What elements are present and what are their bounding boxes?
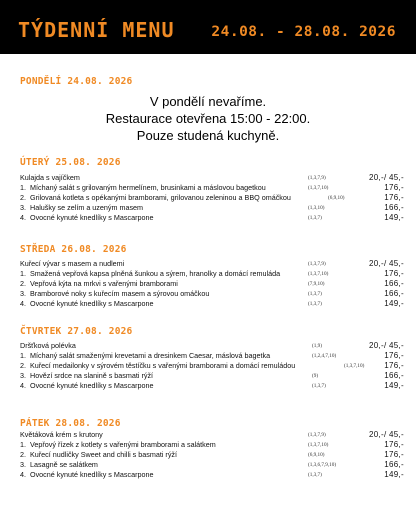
item-price: 176,- — [384, 193, 404, 202]
menu-item-row — [0, 213, 416, 223]
menu-item-row — [0, 289, 416, 299]
menu-item-row — [0, 193, 416, 203]
item-name: Míchaný salát smaženými krevetami a dresinkem Caesar, máslová bagetka — [30, 351, 271, 360]
allergens: (1,3,7) — [312, 383, 326, 389]
item-name: Vepřový řízek z kotlety s vařenými bramborami a salátkem — [30, 440, 216, 449]
item-number: 1. — [20, 269, 26, 278]
soup-row — [0, 430, 416, 440]
soup-row — [0, 341, 416, 351]
menu-item-row — [0, 381, 416, 391]
item-name: Ovocné kynuté knedlíky s Mascarpone — [30, 381, 154, 390]
allergens: (1,3,7) — [308, 472, 322, 478]
allergens: (9) — [312, 373, 319, 379]
item-price: 166,- — [384, 279, 404, 288]
allergens: (1,3,10) — [308, 205, 325, 211]
item-name: Smažená vepřová kapsa plněná šunkou a sýrem, hranolky a domácí remuláda — [30, 269, 281, 278]
menu-item-row — [0, 269, 416, 279]
soup-price: 20,-/ 45,- — [368, 173, 404, 182]
date-range: 24.08. - 28.08. 2026 — [211, 24, 396, 40]
item-price: 176,- — [384, 183, 404, 192]
item-price: 166,- — [384, 460, 404, 469]
item-name: Lasagně se salátkem — [30, 460, 98, 469]
item-name: Ovocné kynuté knedlíky s Mascarpone — [30, 213, 154, 222]
item-name: Kuřecí medailonky v sýrovém těstíčku s vařenými bramborami a domácí remuládou — [30, 361, 296, 370]
allergens: (1,2,4,7,10) — [312, 353, 337, 359]
item-number: 1. — [20, 440, 26, 449]
item-number: 1. — [20, 351, 26, 360]
menu-item-row — [0, 440, 416, 450]
allergens: (1,3,7,9) — [308, 175, 326, 181]
item-price: 176,- — [384, 269, 404, 278]
menu-header — [0, 0, 416, 54]
menu-item-row — [0, 351, 416, 361]
item-price: 176,- — [384, 351, 404, 360]
item-number: 3. — [20, 371, 26, 380]
item-number: 2. — [20, 279, 26, 288]
soup-price: 20,-/ 45,- — [368, 430, 404, 439]
item-number: 2. — [20, 450, 26, 459]
item-name: Hovězí srdce na slanině s basmati rýží — [30, 371, 154, 380]
allergens: (6,9,10) — [308, 452, 325, 458]
cold-kitchen-notice: Pouze studená kuchyně. — [136, 128, 280, 143]
item-name: Bramborové noky s kuřecím masem a sýrovou omáčkou — [30, 289, 210, 298]
item-price: 149,- — [384, 470, 404, 479]
allergens: (1,3,7) — [308, 291, 322, 297]
soup-row — [0, 259, 416, 269]
item-name: Grilovaná kotleta s opékanými bramborami, grilovanou zeleninou a BBQ omáčkou — [30, 193, 291, 202]
allergens: (1,3,7,9) — [308, 432, 326, 438]
menu-item-row — [0, 203, 416, 213]
item-price: 149,- — [384, 213, 404, 222]
item-number: 2. — [20, 193, 26, 202]
item-number: 4. — [20, 213, 26, 222]
allergens: (1,9) — [312, 343, 322, 349]
item-number: 3. — [20, 203, 26, 212]
allergens: (1,3,7,10) — [308, 271, 329, 277]
item-price: 149,- — [384, 299, 404, 308]
soup-price: 20,-/ 45,- — [368, 259, 404, 268]
item-price: 176,- — [384, 450, 404, 459]
item-price: 166,- — [384, 289, 404, 298]
item-name: Halušky se zelím a uzeným masem — [30, 203, 144, 212]
item-name: Ovocné kynuté knedlíky s Mascarpone — [30, 470, 154, 479]
menu-item-row — [0, 183, 416, 193]
allergens: (1,3,7) — [308, 215, 322, 221]
item-number: 4. — [20, 299, 26, 308]
item-number: 1. — [20, 183, 26, 192]
item-price: 149,- — [384, 381, 404, 390]
item-number: 3. — [20, 289, 26, 298]
item-name: Míchaný salát s grilovaným hermelínem, brusinkami a máslovou bagetkou — [30, 183, 266, 192]
soup-name: Kulajda s vajíčkem — [20, 173, 80, 182]
allergens: (1,3,7,10) — [344, 363, 365, 369]
menu-title: TÝDENNÍ MENU — [18, 18, 175, 42]
menu-item-row — [0, 450, 416, 460]
soup-row — [0, 173, 416, 183]
day-heading-monday: PONDĚLÍ 24.08. 2026 — [20, 76, 133, 87]
day-heading-tuesday: ÚTERÝ 25.08. 2026 — [20, 157, 121, 168]
allergens: (1,3,7,9) — [308, 261, 326, 267]
closed-notice-line: V pondělí nevaříme. — [149, 94, 267, 109]
item-name: Vepřová kýta na mrkvi s vařenými bramborami — [30, 279, 178, 288]
item-price: 166,- — [384, 203, 404, 212]
menu-item-row — [0, 460, 416, 470]
opening-hours-notice: Restaurace otevřena 15:00 - 22:00. — [105, 111, 311, 126]
allergens: (1,3,7,10) — [308, 442, 329, 448]
allergens: (1,3,7,10) — [308, 185, 329, 191]
item-number: 4. — [20, 381, 26, 390]
item-number: 2. — [20, 361, 26, 370]
item-price: 166,- — [384, 371, 404, 380]
item-price: 176,- — [384, 361, 404, 370]
soup-price: 20,-/ 45,- — [368, 341, 404, 350]
day-heading-wednesday: STŘEDA 26.08. 2026 — [20, 244, 127, 255]
item-name: Ovocné kynuté knedlíky s Mascarpone — [30, 299, 154, 308]
menu-item-row — [0, 361, 416, 371]
day-heading-friday: PÁTEK 28.08. 2026 — [20, 418, 121, 429]
soup-name: Kuřecí vývar s masem a nudlemi — [20, 259, 125, 268]
menu-item-row — [0, 299, 416, 309]
item-price: 176,- — [384, 440, 404, 449]
allergens: (1,3,6,7,9,10) — [308, 462, 337, 468]
soup-name: Dršťková polévka — [20, 341, 76, 350]
item-name: Kuřecí nudličky Sweet and chilli s basmati rýží — [30, 450, 178, 459]
allergens: (1,3,7) — [308, 301, 322, 307]
day-heading-thursday: ČTVRTEK 27.08. 2026 — [20, 326, 133, 337]
menu-item-row — [0, 371, 416, 381]
allergens: (6,9,10) — [328, 195, 345, 201]
menu-item-row — [0, 279, 416, 289]
menu-item-row — [0, 470, 416, 480]
item-number: 4. — [20, 470, 26, 479]
item-number: 3. — [20, 460, 26, 469]
allergens: (7,9,10) — [308, 281, 325, 287]
soup-name: Květáková krém s krutony — [20, 430, 103, 439]
